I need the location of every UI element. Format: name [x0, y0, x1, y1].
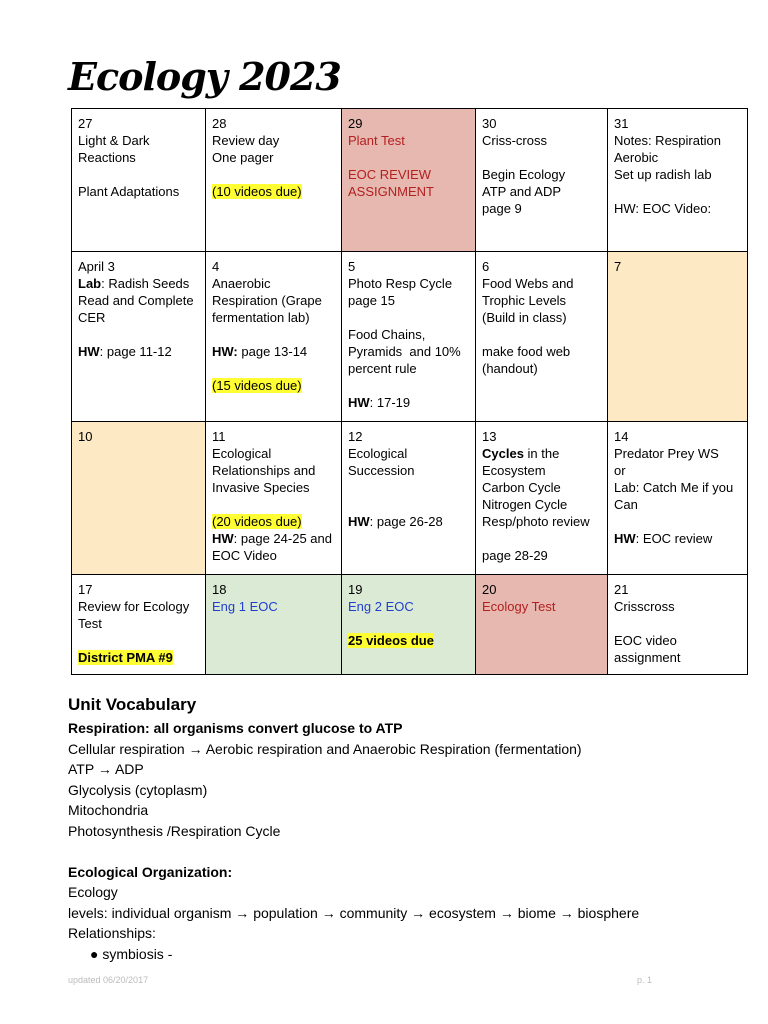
day-entry: [348, 183, 469, 200]
day-number: [212, 258, 335, 275]
day-entry: [482, 496, 601, 513]
calendar-day-cell: [608, 575, 748, 675]
day-entry: [348, 292, 469, 309]
calendar-day-cell: [206, 422, 342, 575]
vocab-line: Ecology: [68, 884, 118, 900]
vocab-line: Photosynthesis /Respiration Cycle: [68, 822, 281, 839]
entry-text: make food web: [482, 344, 571, 359]
entry-text: CER: [78, 310, 106, 325]
day-entry: [348, 360, 469, 377]
day-entry: [78, 275, 199, 292]
day-entry: [348, 309, 469, 326]
day-entry: [614, 200, 741, 217]
entry-label: Lab: [78, 276, 102, 291]
day-number: [614, 428, 741, 445]
day-entry: [614, 530, 741, 547]
day-entry: [348, 632, 469, 649]
day-number: [482, 428, 601, 445]
entry-text: or: [614, 463, 626, 478]
day-entry: [482, 166, 601, 183]
entry-label: HW: [348, 514, 370, 529]
day-entry: [348, 377, 469, 394]
entry-text: 29: [348, 116, 363, 131]
calendar-day-cell: [476, 422, 608, 575]
day-entry: [212, 530, 335, 547]
day-entry: [614, 632, 741, 649]
vocab-line: Cellular respiration → Aerobic respiration and Anaerobic Respiration (fermentation): [68, 740, 582, 757]
calendar-day-cell: [608, 109, 748, 252]
day-entry: [212, 496, 335, 513]
entry-text: (handout): [482, 361, 538, 376]
entry-text: Pyramids and 10%: [348, 344, 461, 359]
entry-text: : Radish Seeds: [101, 276, 190, 291]
day-entry: [482, 132, 601, 149]
day-entry: [482, 598, 601, 615]
calendar-day-cell: [476, 109, 608, 252]
entry-text: Ecological: [212, 446, 272, 461]
entry-text: : page 11-12: [99, 344, 172, 359]
entry-text: Aerobic: [614, 150, 659, 165]
entry-label: HW: [348, 395, 370, 410]
day-number: [348, 428, 469, 445]
day-number: [482, 258, 601, 275]
day-entry: [614, 649, 741, 666]
entry-text: : 17-19: [369, 395, 411, 410]
vocab-subheading: Respiration: all organisms convert glucose to ATP: [68, 720, 403, 736]
entry-text: Notes: Respiration: [614, 133, 721, 148]
entry-text: HW: EOC Video:: [614, 201, 712, 216]
entry-text: ATP and ADP: [482, 184, 562, 199]
vocab-list: [68, 718, 748, 964]
day-entry: [212, 166, 335, 183]
entry-text: Review day: [212, 133, 280, 148]
day-entry: [212, 598, 335, 615]
entry-text: EOC Video: [212, 548, 277, 563]
day-entry: [614, 149, 741, 166]
calendar-day-cell: [206, 575, 342, 675]
day-entry: [212, 462, 335, 479]
day-number: [482, 581, 601, 598]
vocab-line: Glycolysis (cytoplasm): [68, 781, 208, 798]
day-number: [614, 258, 741, 275]
day-entry: [212, 343, 335, 360]
entry-text: Food Chains,: [348, 327, 426, 342]
calendar-day-cell: [72, 252, 206, 422]
day-number: [78, 115, 199, 132]
day-entry: [212, 275, 335, 292]
day-entry: [482, 183, 601, 200]
entry-text: page 15: [348, 293, 395, 308]
day-entry: [348, 166, 469, 183]
calendar-week-row: [72, 252, 748, 422]
day-entry: [212, 183, 335, 200]
entry-text: Plant Adaptations: [78, 184, 180, 199]
entry-text: 7: [614, 259, 622, 274]
day-number: [78, 258, 199, 275]
entry-text: Relationships and: [212, 463, 316, 478]
entry-text: 6: [482, 259, 490, 274]
day-entry: [78, 149, 199, 166]
day-entry: [482, 292, 601, 309]
day-entry: [212, 445, 335, 462]
entry-text: Test: [78, 616, 102, 631]
day-entry: [78, 166, 199, 183]
day-entry: [614, 166, 741, 183]
entry-text: 18: [212, 582, 227, 597]
day-entry: [482, 275, 601, 292]
calendar-day-cell: [342, 109, 476, 252]
day-entry: [78, 309, 199, 326]
day-entry: [348, 394, 469, 411]
day-entry: [348, 445, 469, 462]
day-entry: [482, 309, 601, 326]
day-entry: [614, 496, 741, 513]
day-entry: [348, 149, 469, 166]
day-entry: [348, 615, 469, 632]
day-entry: [482, 530, 601, 547]
entry-text: 13: [482, 429, 497, 444]
entry-text: Anaerobic: [212, 276, 271, 291]
entry-text: Photo Resp Cycle: [348, 276, 453, 291]
entry-text: 30: [482, 116, 497, 131]
calendar-day-cell: [342, 575, 476, 675]
footer-updated: updated 06/20/2017: [68, 975, 149, 985]
day-entry: [348, 462, 469, 479]
entry-text: Begin Ecology: [482, 167, 566, 182]
calendar-day-cell: [476, 575, 608, 675]
entry-text: Succession: [348, 463, 415, 478]
day-entry: [78, 183, 199, 200]
entry-label: HW: [614, 531, 636, 546]
entry-text: EOC video: [614, 633, 677, 648]
day-entry: [482, 445, 601, 462]
day-entry: [614, 513, 741, 530]
vocab-line: [68, 841, 748, 862]
calendar-table: [71, 108, 748, 675]
entry-text: 14: [614, 429, 629, 444]
entry-text: 12: [348, 429, 363, 444]
entry-text: (20 videos due): [212, 514, 302, 529]
entry-text: (10 videos due): [212, 184, 302, 199]
entry-text: Set up radish lab: [614, 167, 712, 182]
day-entry: [482, 479, 601, 496]
day-entry: [348, 479, 469, 496]
entry-text: Read and Complete: [78, 293, 194, 308]
day-entry: [78, 326, 199, 343]
day-number: [482, 115, 601, 132]
day-entry: [614, 183, 741, 200]
footer-page-number: p. 1: [637, 975, 653, 985]
day-number: [348, 581, 469, 598]
entry-text: April 3: [78, 259, 115, 274]
calendar-day-cell: [72, 109, 206, 252]
entry-label: Cycles: [482, 446, 524, 461]
page-title: Ecology 2023: [68, 54, 341, 99]
entry-text: (15 videos due): [212, 378, 302, 393]
day-number: [78, 581, 199, 598]
entry-text: Review for Ecology: [78, 599, 190, 614]
vocab-line: levels: individual organism → population → community → ecosystem → biome → biosphere: [68, 904, 640, 921]
entry-text: 10: [78, 429, 93, 444]
day-entry: [482, 200, 601, 217]
day-entry: [482, 149, 601, 166]
entry-text: Light & Dark: [78, 133, 150, 148]
calendar-day-cell: [342, 252, 476, 422]
entry-text: : EOC review: [635, 531, 713, 546]
day-entry: [482, 547, 601, 564]
entry-text: 5: [348, 259, 356, 274]
day-number: [212, 428, 335, 445]
day-entry: [212, 479, 335, 496]
day-entry: [614, 132, 741, 149]
calendar-week-row: [72, 422, 748, 575]
entry-text: page 9: [482, 201, 522, 216]
entry-text: 19: [348, 582, 363, 597]
entry-text: Crisscross: [614, 599, 675, 614]
entry-text: Reactions: [78, 150, 136, 165]
day-entry: [614, 615, 741, 632]
day-entry: [348, 275, 469, 292]
calendar-day-cell: [608, 422, 748, 575]
day-number: [348, 115, 469, 132]
entry-text: 28: [212, 116, 227, 131]
day-number: [348, 258, 469, 275]
entry-label: HW:: [212, 344, 238, 359]
entry-text: Trophic Levels: [482, 293, 567, 308]
entry-text: 27: [78, 116, 93, 131]
entry-text: 11: [212, 429, 226, 444]
entry-text: 17: [78, 582, 93, 597]
day-number: [614, 115, 741, 132]
calendar-day-cell: [342, 422, 476, 575]
calendar-week-row: [72, 575, 748, 675]
day-number: [614, 581, 741, 598]
day-entry: [78, 292, 199, 309]
day-entry: [348, 496, 469, 513]
entry-text: 31: [614, 116, 629, 131]
day-entry: [614, 598, 741, 615]
day-entry: [348, 513, 469, 530]
unit-vocabulary: [68, 694, 748, 964]
day-entry: [212, 377, 335, 394]
entry-text: ASSIGNMENT: [348, 184, 434, 199]
day-entry: [78, 649, 199, 666]
entry-text: Food Webs and: [482, 276, 574, 291]
entry-text: (Build in class): [482, 310, 567, 325]
entry-text: Ecological: [348, 446, 408, 461]
day-entry: [78, 343, 199, 360]
entry-text: assignment: [614, 650, 681, 665]
day-entry: [212, 292, 335, 309]
entry-text: Carbon Cycle: [482, 480, 561, 495]
day-entry: [212, 513, 335, 530]
entry-text: Predator Prey WS: [614, 446, 719, 461]
entry-text: Invasive Species: [212, 480, 310, 495]
day-entry: [78, 632, 199, 649]
day-entry: [348, 326, 469, 343]
day-entry: [348, 598, 469, 615]
entry-text: 21: [614, 582, 629, 597]
entry-text: in the: [523, 446, 560, 461]
day-number: [212, 115, 335, 132]
entry-text: Nitrogen Cycle: [482, 497, 568, 512]
vocab-heading: Unit Vocabulary: [68, 695, 197, 714]
day-entry: [78, 132, 199, 149]
calendar-week-row: [72, 109, 748, 252]
vocab-line: Relationships:: [68, 925, 156, 941]
vocab-line: ATP → ADP: [68, 761, 144, 777]
calendar-day-cell: [476, 252, 608, 422]
entry-text: Plant Test: [348, 133, 405, 148]
day-entry: [482, 326, 601, 343]
entry-text: 20: [482, 582, 497, 597]
day-entry: [212, 132, 335, 149]
day-entry: [212, 360, 335, 377]
day-entry: [212, 326, 335, 343]
entry-text: : page 24-25 and: [233, 531, 332, 546]
entry-text: 4: [212, 259, 220, 274]
calendar-day-cell: [206, 252, 342, 422]
vocab-line: ● symbiosis -: [90, 945, 173, 962]
entry-label: HW: [78, 344, 100, 359]
entry-text: percent rule: [348, 361, 417, 376]
entry-text: Criss-cross: [482, 133, 547, 148]
calendar-day-cell: [72, 575, 206, 675]
day-number: [212, 581, 335, 598]
day-entry: [614, 445, 741, 462]
entry-text: 25 videos due: [348, 633, 434, 648]
day-number: [78, 428, 199, 445]
entry-text: fermentation lab): [212, 310, 310, 325]
entry-text: Can: [614, 497, 638, 512]
day-entry: [614, 479, 741, 496]
vocab-subheading: Ecological Organization:: [68, 863, 233, 880]
entry-text: District PMA #9: [78, 650, 173, 665]
entry-text: Lab: Catch Me if you: [614, 480, 734, 495]
entry-text: page 28-29: [482, 548, 548, 563]
entry-text: Eng 1 EOC: [212, 599, 278, 614]
entry-text: Respiration (Grape: [212, 293, 322, 308]
day-entry: [348, 343, 469, 360]
entry-text: page 13-14: [237, 344, 308, 359]
entry-text: EOC REVIEW: [348, 167, 432, 182]
entry-label: HW: [212, 531, 234, 546]
entry-text: Resp/photo review: [482, 514, 590, 529]
day-entry: [212, 547, 335, 564]
entry-text: Eng 2 EOC: [348, 599, 414, 614]
calendar-day-cell: [206, 109, 342, 252]
day-entry: [212, 149, 335, 166]
day-entry: [78, 598, 199, 615]
day-entry: [482, 513, 601, 530]
entry-text: Ecology Test: [482, 599, 556, 614]
day-entry: [614, 462, 741, 479]
vocab-line: Mitochondria: [68, 802, 149, 818]
day-entry: [482, 343, 601, 360]
day-entry: [348, 132, 469, 149]
day-entry: [482, 360, 601, 377]
calendar-day-cell: [608, 252, 748, 422]
day-entry: [212, 309, 335, 326]
day-entry: [78, 615, 199, 632]
calendar-day-cell: [72, 422, 206, 575]
day-entry: [482, 462, 601, 479]
entry-text: : page 26-28: [369, 514, 443, 529]
entry-text: Ecosystem: [482, 463, 546, 478]
entry-text: One pager: [212, 150, 274, 165]
